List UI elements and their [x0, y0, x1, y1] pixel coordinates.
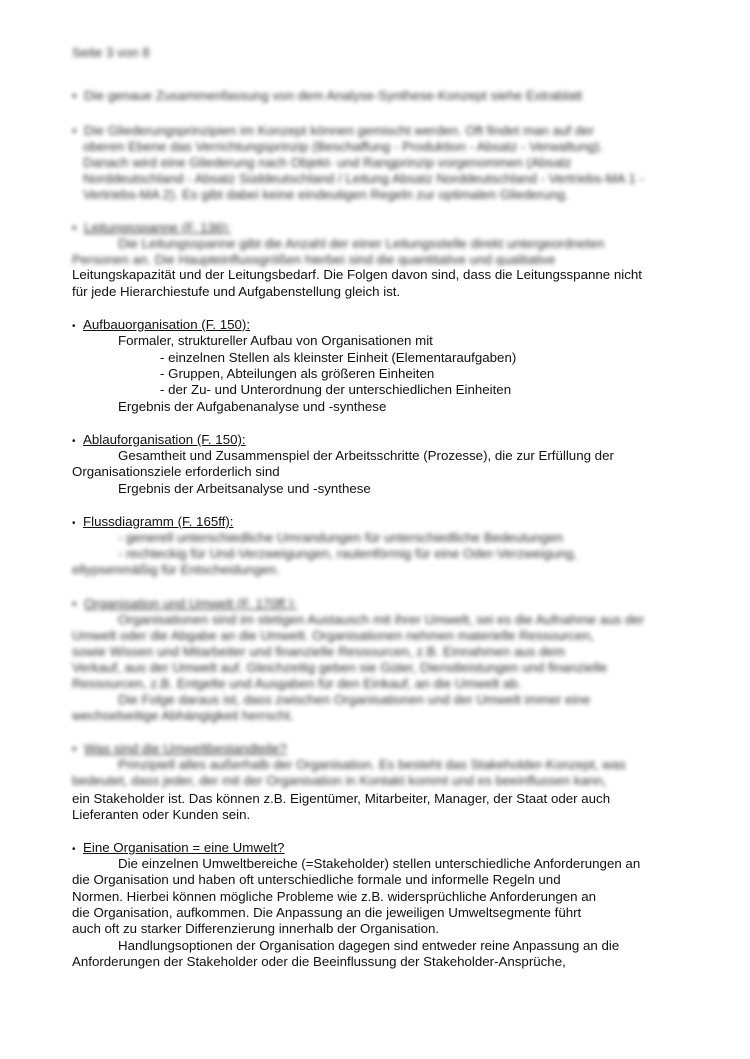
- ablauf-heading: Ablauforganisation (F. 150):: [83, 432, 246, 447]
- fluss-line-1: - generell unterschiedliche Umrandungen für unterschiedliche Bedeutungen: [118, 530, 563, 545]
- umwelt-line-1: Organisationen sind im stetigen Austausch mit ihrer Umwelt, sei es die Aufnahme aus der: [118, 612, 645, 627]
- eine-org-line-6: Handlungsoptionen der Organisation dagegen sind entweder reine Anpassung an die: [118, 938, 620, 953]
- umweltbestandteile-line-1: Prinzipiell alles außerhalb der Organisation. Es besteht das Stakeholder-Konzept, was: [118, 757, 626, 772]
- umwelt-line-5: Ressourcen, z.B. Entgelte und Ausgaben für den Einkauf, an die Umwelt ab.: [72, 676, 522, 691]
- aufbau-line-4: - der Zu- und Unterordnung der unterschiedlichen Einheiten: [160, 382, 512, 397]
- eine-org-bullet: •: [72, 844, 76, 855]
- umwelt-line-2: Umwelt oder die Abgabe an die Umwelt. Organisationen nehmen materielle Ressourcen,: [72, 628, 594, 643]
- aufbau-line-5: Ergebnis der Aufgabenanalyse und -synthese: [118, 399, 387, 414]
- eine-org-heading: Eine Organisation = eine Umwelt?: [83, 840, 285, 855]
- fluss-line-3: ellypsenmäßig für Entscheidungen.: [72, 562, 280, 577]
- eine-org-line-5: auch oft zu starker Differenzierung innerhalb der Organisation.: [72, 921, 440, 936]
- ablauf-bullet: •: [72, 436, 76, 447]
- stakeholder-line-1: ein Stakeholder ist. Das können z.B. Eigentümer, Mitarbeiter, Manager, der Staat oder auch: [72, 791, 611, 806]
- umwelt-line-7: wechselseitige Abhängigkeit herrscht.: [72, 708, 294, 723]
- intro-bullet-2-line-5: Vertriebs-MA 2). Es gibt dabei keine eindeutigen Regeln zur optimalen Gliederung.: [83, 187, 569, 202]
- leitungsspanne-line-1: Die Leitungsspanne gibt die Anzahl der einer Leitungsstelle direkt untergeordneten: [118, 236, 605, 251]
- page-number-label: Seite 3 von 8: [72, 45, 150, 60]
- umwelt-line-6: Die Folge daraus ist, dass zwischen Organisationen und der Umwelt immer eine: [118, 692, 591, 707]
- umweltbestandteile-line-2: bedeutet, dass jeder, der mit der Organisation in Kontakt kommt und es beeinflussen kann,: [72, 773, 607, 788]
- eine-org-line-2: die Organisation und haben oft unterschiedliche formale und informelle Regeln und: [72, 872, 561, 887]
- leitungsspanne-heading: • Leitungsspanne (F. 136):: [72, 220, 231, 235]
- ablauf-line-1: Gesamtheit und Zusammenspiel der Arbeitsschritte (Prozesse), die zur Erfüllung der: [118, 448, 614, 463]
- fluss-line-2: - rechteckig für Und-Verzweigungen, rautenförmig für eine Oder-Verzweigung,: [118, 546, 577, 561]
- aufbau-heading: Aufbauorganisation (F. 150):: [83, 317, 251, 332]
- fluss-heading: Flussdiagramm (F. 165ff):: [83, 514, 234, 529]
- aufbau-line-3: - Gruppen, Abteilungen als größeren Einheiten: [160, 366, 435, 381]
- eine-org-line-1: Die einzelnen Umweltbereiche (=Stakeholder) stellen unterschiedliche Anforderungen an: [118, 856, 641, 871]
- leitungsspanne-line-3: Leitungskapazität und der Leitungsbedarf. Die Folgen davon sind, dass die Leitungsspanne nicht: [72, 267, 642, 282]
- intro-bullet-2-line-1: • Die Gliederungsprinzipien im Konzept können gemischt werden. Oft findet man auf der: [72, 123, 595, 138]
- leitungsspanne-line-2: Personen an. Die Haupteinflussgrößen hierbei sind die quantitative und qualitative: [72, 252, 556, 267]
- ablauf-line-3: Ergebnis der Arbeitsanalyse und -synthese: [118, 481, 371, 496]
- intro-bullet-2-line-3: Danach wird eine Gliederung nach Objekt- und Rangprinzip vorgenommen (Absatz: [83, 155, 572, 170]
- eine-org-line-7: Anforderungen der Stakeholder oder die Beeinflussung der Stakeholder-Ansprüche,: [72, 954, 566, 969]
- fluss-bullet: •: [72, 518, 76, 529]
- aufbau-line-1: Formaler, struktureller Aufbau von Organisationen mit: [118, 333, 433, 348]
- umwelt-heading: • Organisation und Umwelt (F. 170ff.):: [72, 596, 297, 611]
- intro-bullet-2-line-2: oberen Ebene das Verrichtungsprinzip (Beschaffung - Produktion - Absatz - Verwaltung).: [83, 139, 604, 154]
- eine-org-line-3: Normen. Hierbei können mögliche Probleme wie z.B. widersprüchliche Anforderungen an: [72, 889, 597, 904]
- intro-bullet-1: • Die genaue Zusammenfassung von dem Analyse-Synthese-Konzept siehe Extrablatt: [72, 88, 583, 103]
- umwelt-line-3: sowie Wissen und Mitarbeiter und finanzielle Ressourcen, z.B. Einnahmen aus dem: [72, 644, 565, 659]
- aufbau-line-2: - einzelnen Stellen als kleinster Einheit (Elementaraufgaben): [160, 350, 517, 365]
- intro-bullet-2-line-4: Norddeutschland - Absatz Süddeutschland / Leitung Absatz Norddeutschland - Vertriebs-MA 1 -: [83, 171, 645, 186]
- ablauf-line-2: Organisationsziele erforderlich sind: [72, 464, 280, 479]
- umweltbestandteile-heading: • Was sind die Umweltbestandteile?: [72, 741, 287, 756]
- aufbau-bullet: •: [72, 321, 76, 332]
- stakeholder-line-2: Lieferanten oder Kunden sein.: [72, 807, 251, 822]
- eine-org-line-4: die Organisation, aufkommen. Die Anpassung an die jeweiligen Umweltsegmente führt: [72, 905, 582, 920]
- leitungsspanne-line-4: für jede Hierarchiestufe und Aufgabenstellung gleich ist.: [72, 284, 401, 299]
- umwelt-line-4: Verkauf, aus der Umwelt auf. Gleichzeitig geben sie Güter, Dienstleistungen und finanzielle: [72, 660, 608, 675]
